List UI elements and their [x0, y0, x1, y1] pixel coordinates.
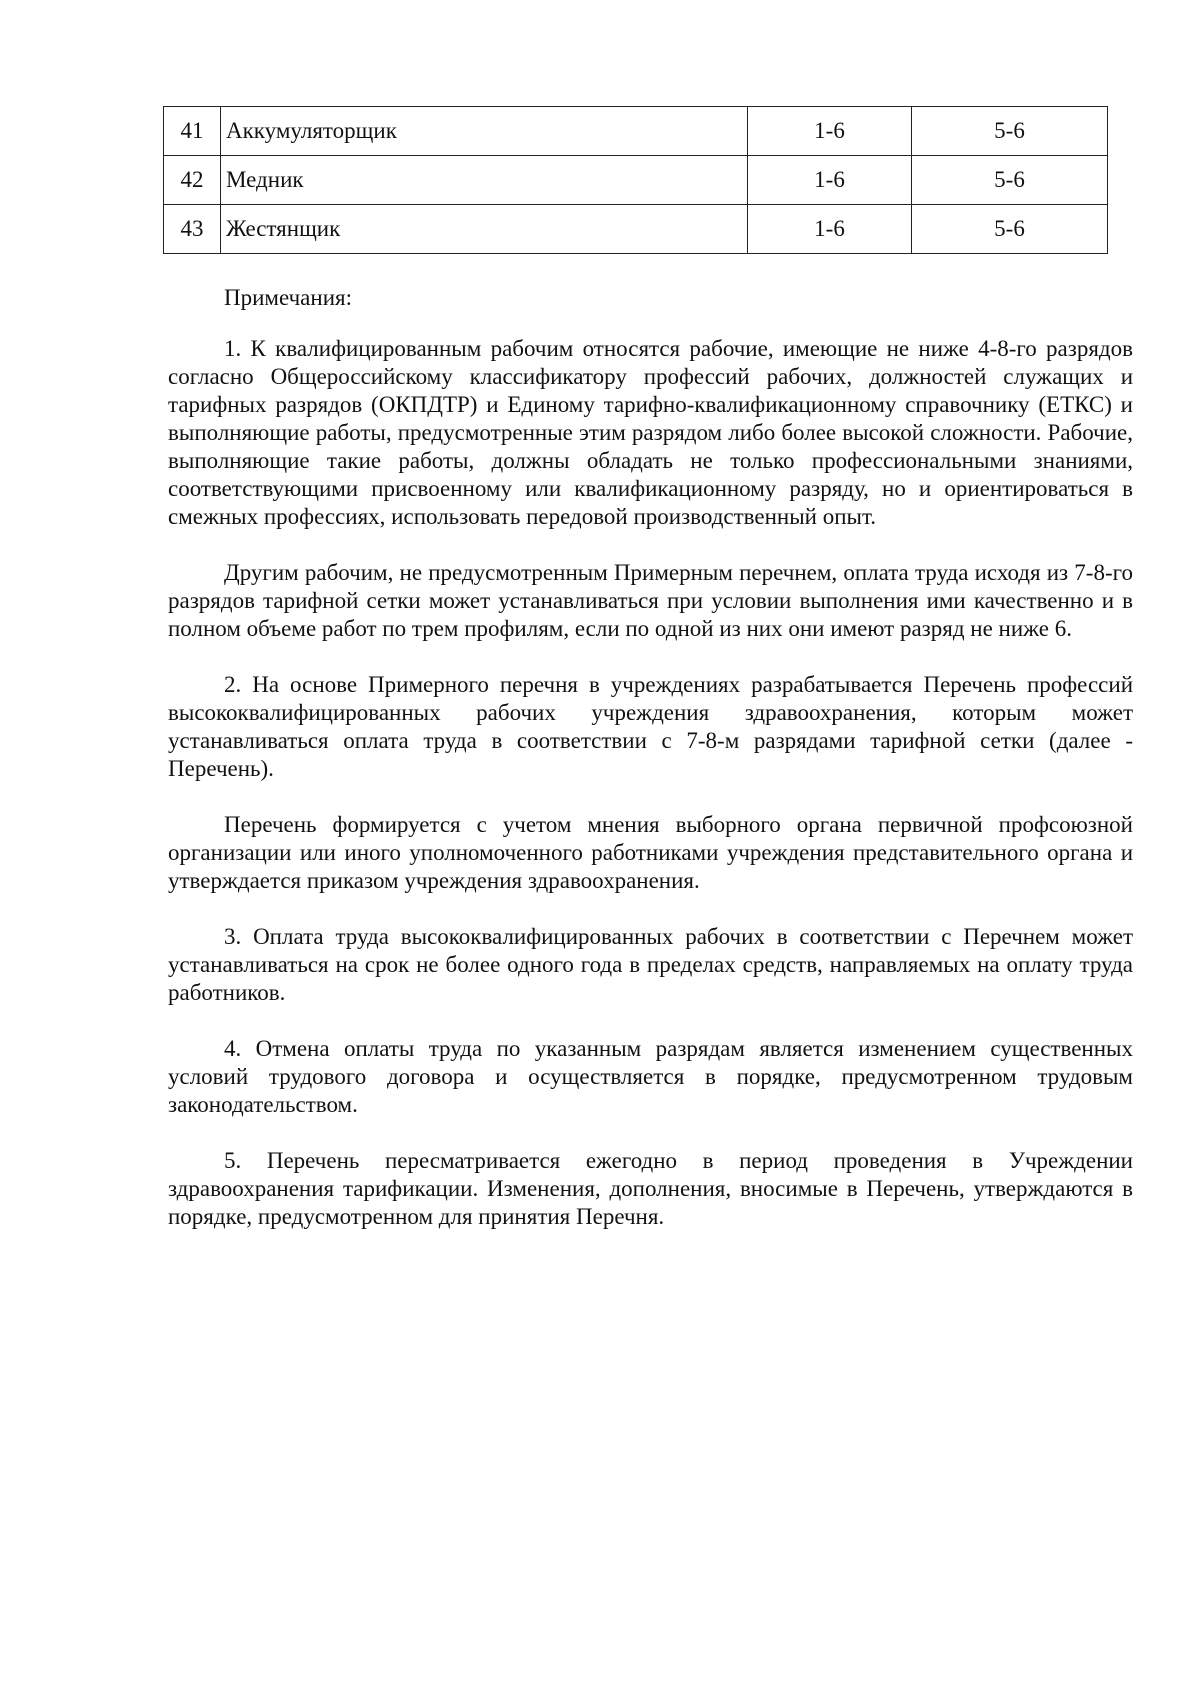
professions-table — [163, 106, 1108, 254]
table-row — [164, 205, 1108, 254]
note-paragraph-2: 2. На основе Примерного перечня в учреждениях разрабатывается Перечень профессий высококвалифицированных рабочих учреждения здравоохранения, которым может устанавливаться оплата труда в соответствии с 7-8-м разрядами тарифной сетки (далее - Перечень). — [168, 672, 1133, 781]
high-grade: 5-6 — [912, 107, 1108, 156]
high-grade: 5-6 — [912, 156, 1108, 205]
grade-range: 1-6 — [748, 205, 912, 254]
note-paragraph-2-continued: Перечень формируется с учетом мнения выборного органа первичной профсоюзной организации или иного уполномоченного работниками учреждения представительного органа и утверждается приказом учреждения здравоохранения. — [168, 812, 1133, 893]
row-number: 41 — [164, 107, 221, 156]
note-paragraph-1-continued: Другим рабочим, не предусмотренным Примерным перечнем, оплата труда исходя из 7-8-го разрядов тарифной сетки может устанавливаться при условии выполнения ими качественно и в полном объеме работ по трем профилям, если по одной из них они имеют разряд не ниже 6. — [168, 560, 1133, 641]
grade-range: 1-6 — [748, 107, 912, 156]
profession-name: Жестянщик — [221, 205, 748, 254]
grade-range: 1-6 — [748, 156, 912, 205]
profession-name: Аккумуляторщик — [221, 107, 748, 156]
note-paragraph-3: 3. Оплата труда высококвалифицированных рабочих в соответствии с Перечнем может устанавливаться на срок не более одного года в пределах средств, направляемых на оплату труда работников. — [168, 924, 1133, 1005]
note-paragraph-4: 4. Отмена оплаты труда по указанным разрядам является изменением существенных условий трудового договора и осуществляется в порядке, предусмотренном трудовым законодательством. — [168, 1036, 1133, 1117]
row-number: 43 — [164, 205, 221, 254]
notes-title: Примечания: — [224, 285, 352, 310]
notes-section — [168, 284, 1133, 1231]
row-number: 42 — [164, 156, 221, 205]
note-paragraph-5: 5. Перечень пересматривается ежегодно в период проведения в Учреждении здравоохранения тарификации. Изменения, дополнения, вносимые в Перечень, утверждаются в порядке, предусмотренном для принятия Перечня. — [168, 1148, 1133, 1229]
table-row — [164, 156, 1108, 205]
note-paragraph-1: 1. К квалифицированным рабочим относятся рабочие, имеющие не ниже 4-8-го разрядов согласно Общероссийскому классификатору профессий рабочих, должностей служащих и тарифных разрядов (ОКПДТР) и Единому тарифно-квалификационному справочнику (ЕТКС) и выполняющие работы, предусмотренные этим разрядом либо более высокой сложности. Рабочие, выполняющие такие работы, должны обладать не только профессиональными знаниями, соответствующими присвоенному или квалификационному разряду, но и ориентироваться в смежных профессиях, использовать передовой производственный опыт. — [168, 336, 1133, 529]
high-grade: 5-6 — [912, 205, 1108, 254]
profession-name: Медник — [221, 156, 748, 205]
table-row — [164, 107, 1108, 156]
